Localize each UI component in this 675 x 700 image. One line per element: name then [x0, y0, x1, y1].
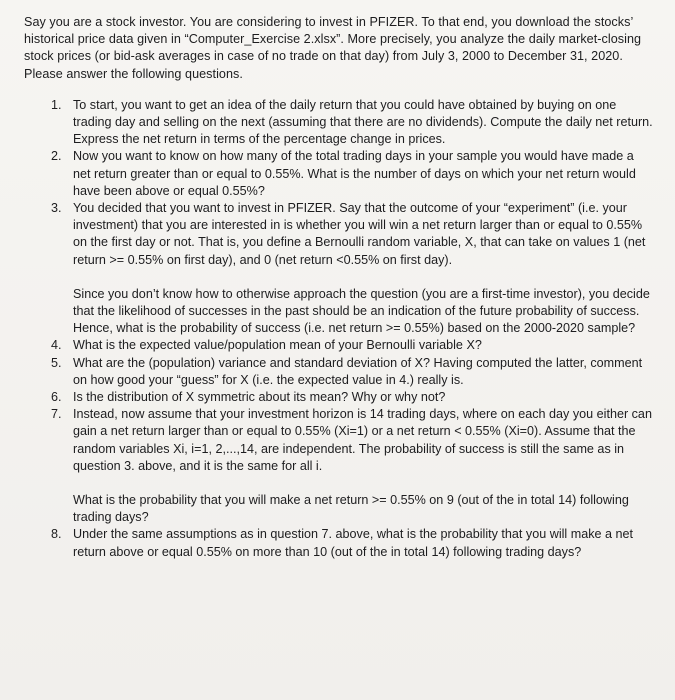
- question-text: Under the same assumptions as in question 7. above, what is the probability that you will make a net return above or equal 0.55% on more than 10 (out of the in total 14) following trading days?: [73, 527, 634, 559]
- question-text: To start, you want to get an idea of the daily return that you could have obtained by buying on one trading day and selling on the next (assuming that there are no dividends). Compute the daily net return. Express the net return in terms of the percentage change in prices.: [73, 97, 653, 147]
- question-list: [24, 97, 653, 269]
- question-1: [24, 97, 653, 149]
- spacer: [24, 475, 653, 492]
- question-3: [24, 200, 653, 269]
- question-2: [24, 148, 653, 200]
- question-text: You decided that you want to invest in PFIZER. Say that the outcome of your “experiment” (i.e. your investment) that you are interested in is whether you will win a net return larger than or equal to 0.55% on the first day or not. That is, you define a Bernoulli random variable, X, that can take on values 1 (net return >= 0.55% on first day), and 0 (net return <0.55% on first day).: [73, 201, 646, 267]
- question-number: 3.: [51, 201, 62, 216]
- question-number: 8.: [51, 527, 62, 542]
- question-list-continued: [24, 337, 653, 475]
- question-text: Instead, now assume that your investment horizon is 14 trading days, where on each day you either can gain a net return larger than or equal to 0.55% (Xi=1) or a net return < 0.55% (Xi=0). Assume that the random variables Xi, i=1, 2,...,14, are independent. The probability of success is still the same as in question 3. above, and it is the same for all i.: [73, 407, 652, 473]
- question-6: [24, 389, 653, 406]
- question-text: Now you want to know on how many of the total trading days in your sample you would have made a net return greater than or equal to 0.55%. What is the number of days on which your net return would have been above or equal 0.55%?: [73, 149, 636, 198]
- question-number: 5.: [51, 355, 62, 370]
- question-text: What are the (population) variance and standard deviation of X? Having computed the latter, comment on how good your “guess” for X (i.e. the expected value in 4.) really is.: [73, 355, 643, 387]
- question-7-followup: What is the probability that you will make a net return >= 0.55% on 9 (out of the in total 14) following trading days?: [73, 493, 629, 525]
- question-8: [24, 526, 653, 560]
- question-text: What is the expected value/population mean of your Bernoulli variable X?: [73, 338, 482, 353]
- intro-paragraph: Say you are a stock investor. You are considering to invest in PFIZER. To that end, you download the stocks’ historical price data given in “Computer_Exercise 2.xlsx”. More precisely, you analyze the daily market-closing stock prices (or bid-ask averages in case of no trade on that day) from July 3, 2000 to December 31, 2020. Please answer the following questions.: [24, 15, 642, 81]
- question-3-followup: Since you don’t know how to otherwise approach the question (you are a first-time investor), you decide that the likelihood of successes in the past should be an indication of the future probability of success. Hence, what is the probability of success (i.e. net return >= 0.55%) based on the 2000-2020 sample?: [73, 286, 650, 336]
- question-4: [24, 337, 653, 354]
- question-number: 2.: [51, 149, 62, 164]
- question-number: 7.: [51, 407, 62, 422]
- question-number: 1.: [51, 97, 62, 112]
- question-number: 6.: [51, 390, 62, 405]
- question-text: Is the distribution of X symmetric about its mean? Why or why not?: [73, 390, 446, 405]
- question-7: [24, 406, 653, 475]
- question-5: [24, 355, 653, 389]
- question-number: 4.: [51, 338, 62, 353]
- spacer: [24, 269, 653, 286]
- question-list-final: [24, 526, 653, 560]
